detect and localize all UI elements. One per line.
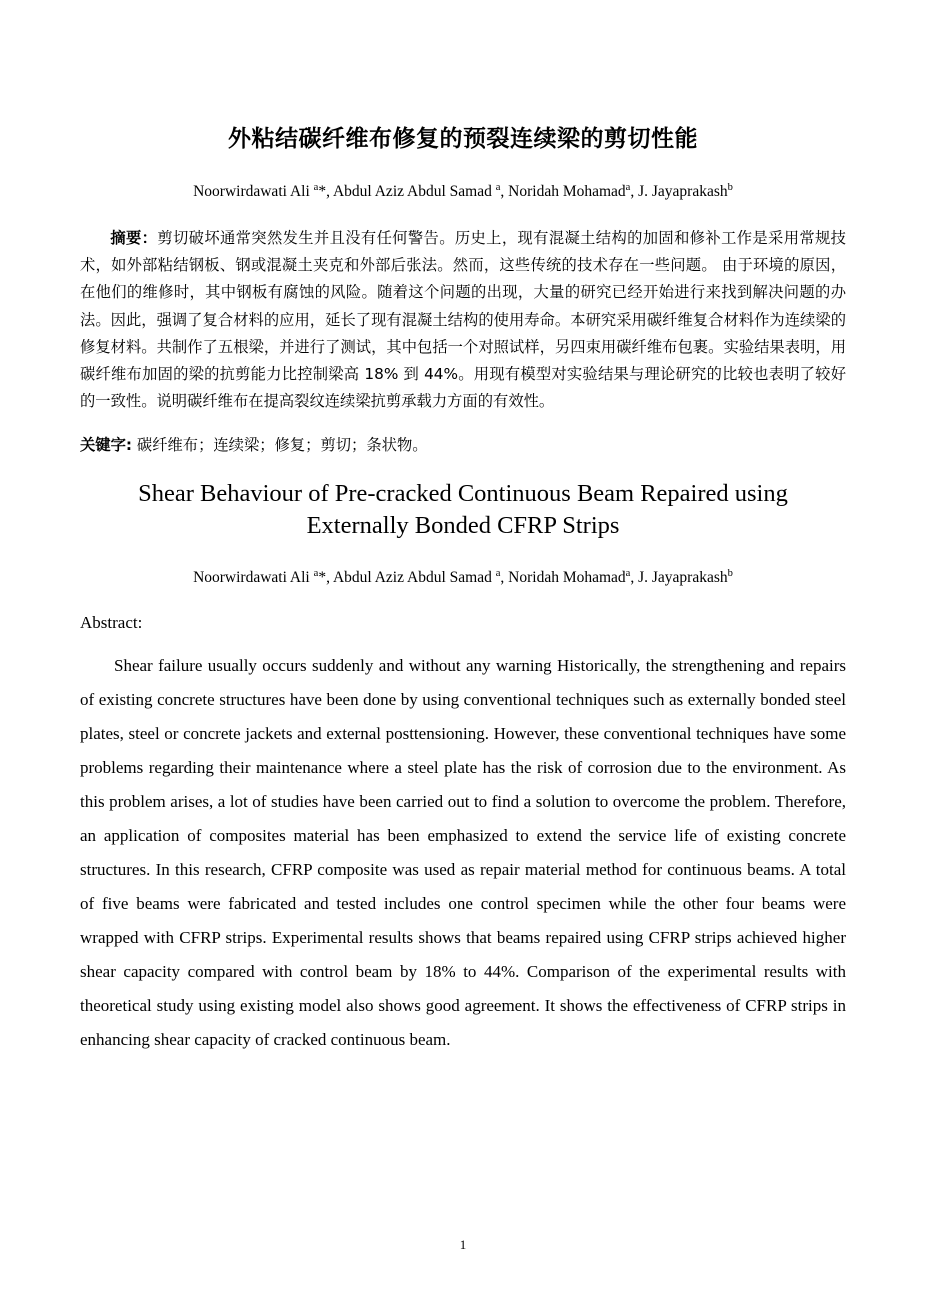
author-4: J. Jayaprakash (638, 569, 728, 587)
english-title (80, 478, 846, 543)
author-3: Noridah Mohamad (508, 569, 626, 587)
chinese-title: 外粘结碳纤维布修复的预裂连续梁的剪切性能 (228, 126, 698, 152)
affiliation-marker: a (313, 182, 319, 194)
affiliation-marker: a (625, 182, 631, 194)
author-3-sep: , (630, 569, 639, 587)
affiliation-marker: a (495, 182, 501, 194)
english-abstract-label: Abstract: (80, 613, 143, 633)
author-1-sep: *, (318, 569, 333, 587)
chinese-keywords (80, 432, 846, 458)
author-2-sep: , (500, 569, 509, 587)
chinese-keywords-label: 关键字: (80, 435, 133, 454)
english-abstract-text: Shear failure usually occurs suddenly and without any warning Historically, the strengthening and repairs of existing concrete structures have been done by using conventional techniques such as externally bonded steel plates, steel or concrete jackets and external posttensioning. However, these conventional techniques have some problems regarding their maintenance where a steel plate has the risk of corrosion due to the environment. As this problem arises, a lot of studies have been carried out to find a solution to overcome the problem. Therefore, an application of composites material has been emphasized to extend the service life of existing concrete structures. In this research, CFRP composite was used as repair material method for continuous beams. A total of five beams were fabricated and tested includes one control specimen while the other four beams were wrapped with CFRP strips. Experimental results shows that beams repaired using CFRP strips achieved higher shear capacity compared with control beam by 18% to 44%. Comparison of the experimental results with theoretical study using existing model also shows good agreement. It shows the effectiveness of CFRP strips in enhancing shear capacity of cracked continuous beam. (80, 656, 846, 1050)
affiliation-marker: a (625, 568, 631, 580)
english-author-line (80, 568, 846, 587)
affiliation-marker: a (313, 568, 319, 580)
chinese-abstract-paragraph (80, 225, 846, 416)
author-2: Abdul Aziz Abdul Samad (332, 569, 496, 587)
chinese-keywords-text: 碳纤维布；连续梁；修复；剪切；条状物。 (136, 435, 428, 454)
page-number: 1 (459, 1237, 467, 1252)
english-title-line-1: Shear Behaviour of Pre-cracked Continuous Beam Repaired using (138, 479, 788, 507)
author-1: Noorwirdawati Ali (193, 569, 314, 587)
affiliation-marker: b (727, 568, 733, 580)
author-list-cn: Noorwirdawati Ali $^a$*, Abdul Aziz Abdul Samad $^a$, Noridah Mohamad$^a$, J. Jayaprakash$^b$ (193, 182, 733, 201)
affiliation-marker: a (495, 568, 501, 580)
affiliation-marker: b (727, 182, 733, 194)
english-title-line-2: Externally Bonded CFRP Strips (306, 511, 620, 539)
chinese-author-line (80, 181, 846, 203)
chinese-abstract-text: 剪切破坏通常突然发生并且没有任何警告。历史上，现有混凝土结构的加固和修补工作是采用常规技术，如外部粘结钢板、钢或混凝土夹克和外部后张法。然而，这些传统的技术存在一些问题。 由于环境的原因，在他们的维修时，其中钢板有腐蚀的风险。随着这个问题的出现，大量的研究已经开始进行来找到解决问题的办法。因此，强调了复合材料的应用，延长了现有混凝土结构的使用寿命。本研究采用碳纤维复合材料作为连续梁的修复材料。共制作了五根梁，并进行了测试，其中包括一个对照试样，另四束用碳纤维布包裹。实验结果表明，用碳纤维布加固的梁的抗剪能力比控制梁高 18% 到 44%。用现有模型对实验结果与理论研究的比较也表明了较好的一致性。说明碳纤维布在提高裂纹连续梁抗剪承载力方面的有效性。 (80, 229, 846, 411)
chinese-abstract-label: 摘要： (110, 229, 158, 248)
